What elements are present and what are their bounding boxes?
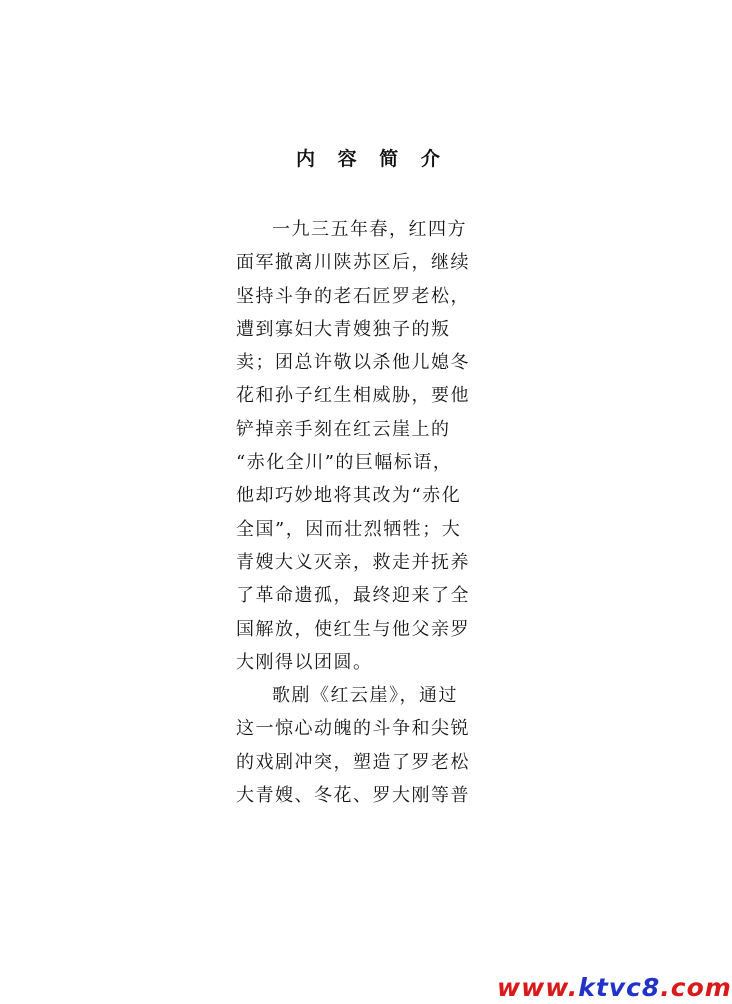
text-line: 面军撤离川陕苏区后，继续 [236,252,470,274]
watermark-part: www. [497,973,579,1002]
text-line: 遭到寡妇大青嫂独子的叛 [236,318,451,340]
text-line: 坚持斗争的老石匠罗老松， [236,285,470,307]
text-line: 的戏剧冲突，塑造了罗老松 [236,751,470,773]
text-line: 一九三五年春，红四方 [272,219,467,240]
watermark-part: .com [660,973,732,1002]
watermark-part: ktvc8 [578,973,661,1002]
page-title: 内 容 简 介 [296,148,448,170]
site-watermark [497,974,732,1002]
text-line: 青嫂大义灭亲，救走并抚养 [236,551,470,573]
text-line: 国解放，使红生与他父亲罗 [236,618,470,640]
text-line: 歌剧《红云崖》，通过 [272,685,458,707]
text-line: 花和孙子红生相威胁，要他 [236,385,470,407]
text-line: 铲掉亲手刻在红云崖上的 [236,418,451,440]
text-line: “赤化全川”的巨幅标语， [236,452,453,474]
text-line: 全国”，因而壮烈牺牲；大 [236,518,462,540]
text-line: 卖；团总许敬以杀他儿媳冬 [236,352,470,374]
text-line: 他却巧妙地将其改为“赤化 [236,485,462,507]
text-line: 这一惊心动魄的斗争和尖锐 [236,718,470,740]
text-line: 大刚得以团圆。 [236,651,373,673]
synopsis-text [236,213,468,812]
text-line: 了革命遗孤，最终迎来了全 [236,585,470,607]
text-line: 大青嫂、冬花、罗大刚等普 [236,785,470,807]
